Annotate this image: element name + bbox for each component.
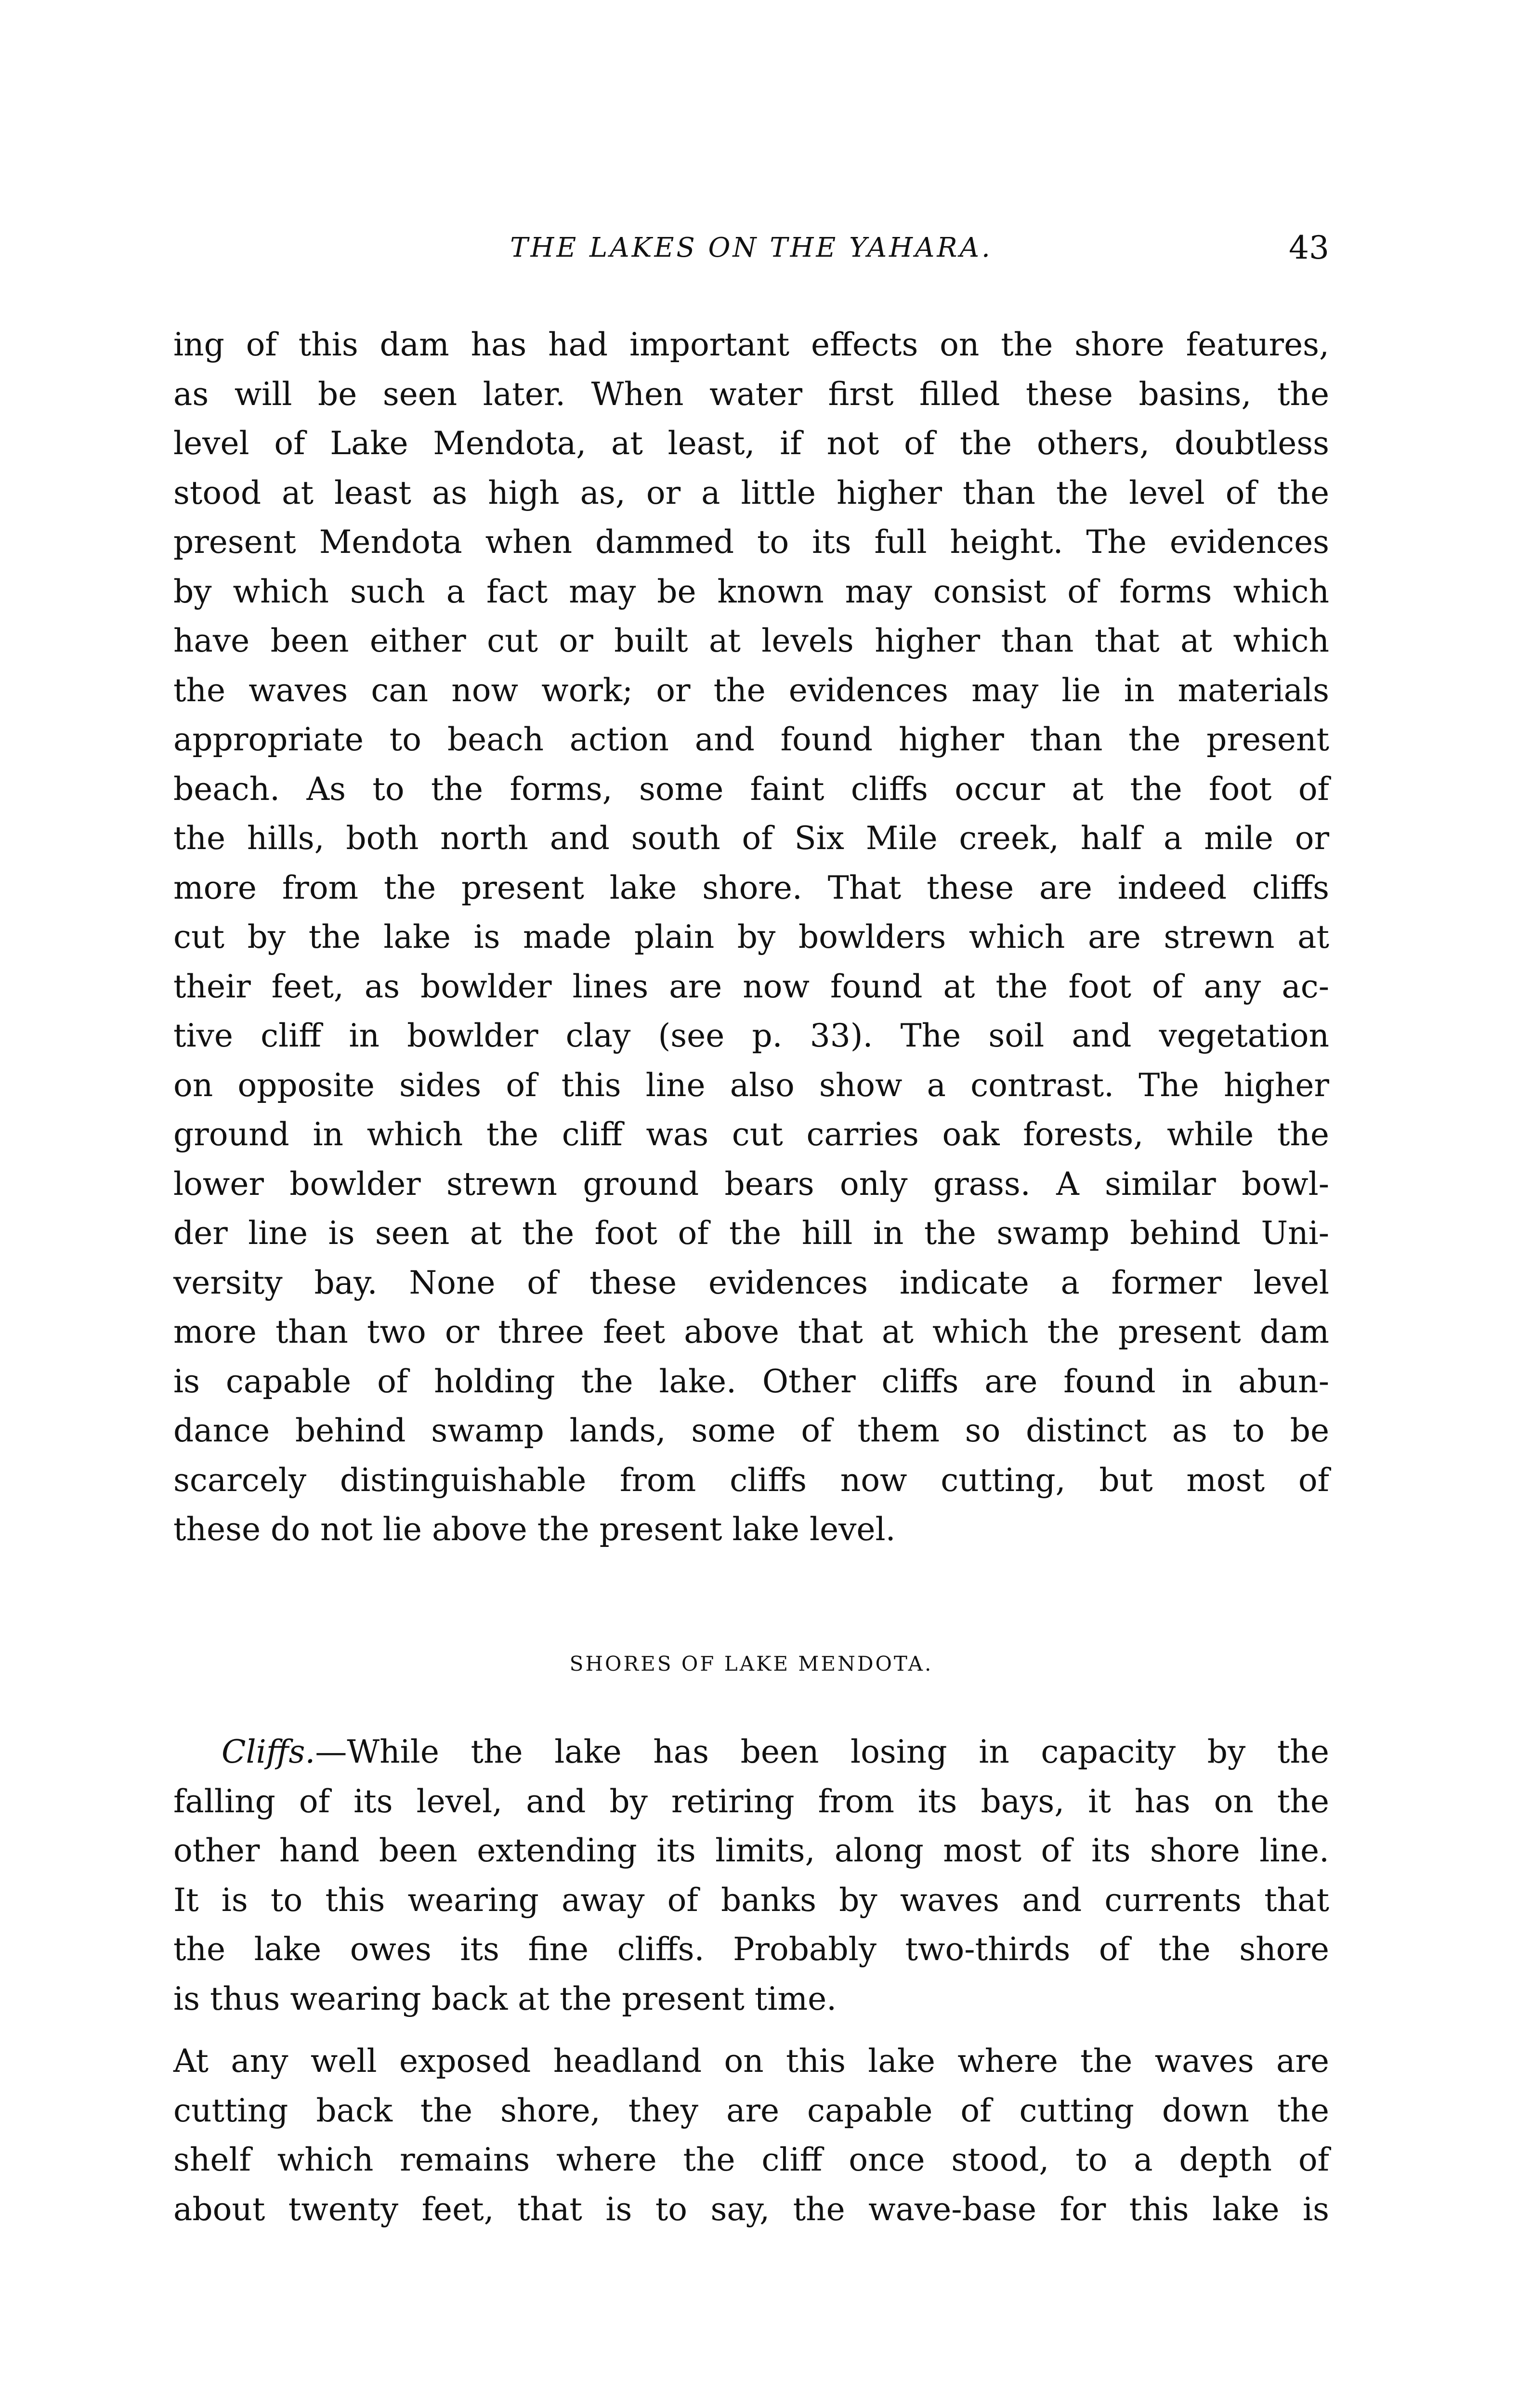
text-line: beach. As to the forms, some faint cliffs occur at the foot of xyxy=(173,770,1329,808)
text-line: more than two or three feet above that at which the present dam xyxy=(173,1313,1329,1350)
section-heading: SHORES OF LAKE MENDOTA. xyxy=(569,1652,933,1675)
text-line: on opposite sides of this line also show a contrast. The higher xyxy=(173,1066,1329,1104)
running-head xyxy=(173,226,1329,270)
text-line: by which such a fact may be known may consist of forms which xyxy=(173,573,1329,610)
text-line: the hills, both north and south of Six Mile creek, half a mile or xyxy=(173,820,1329,857)
text-line: ground in which the cliff was cut carries oak forests, while the xyxy=(173,1116,1329,1153)
text-line: cutting back the shore, they are capable of cutting down the xyxy=(173,2092,1329,2129)
text-line: is capable of holding the lake. Other cliffs are found in abun- xyxy=(173,1362,1329,1400)
running-title: THE LAKES ON THE YAHARA. xyxy=(510,232,993,263)
text-line: shelf which remains where the cliff once stood, to a depth of xyxy=(173,2141,1329,2178)
text-line: cut by the lake is made plain by bowlders which are strewn at xyxy=(173,918,1329,955)
paragraph-headland xyxy=(173,2037,1329,2234)
text-line: more from the present lake shore. That these are indeed cliffs xyxy=(173,869,1329,906)
text-line: scarcely distinguishable from cliffs now cutting, but most of xyxy=(173,1461,1329,1499)
text-line: other hand been extending its limits, along most of its shore line. xyxy=(173,1832,1329,1869)
text-line: the waves can now work; or the evidences may lie in materials xyxy=(173,671,1329,709)
text-line: der line is seen at the foot of the hill in the swamp behind Uni- xyxy=(173,1215,1329,1252)
text-line: their feet, as bowlder lines are now found at the foot of any ac- xyxy=(173,968,1329,1005)
page-number: 43 xyxy=(1289,229,1329,266)
text-line: lower bowlder strewn ground bears only grass. A similar bowl- xyxy=(173,1165,1329,1203)
text-line-first xyxy=(173,1727,1329,1777)
text-line: versity bay. None of these evidences indicate a former level xyxy=(173,1264,1329,1301)
text-line: present Mendota when dammed to its full height. The evidences xyxy=(173,523,1329,561)
text-line: as will be seen later. When water first filled these basins, the xyxy=(173,375,1329,413)
text-line: It is to this wearing away of banks by waves and currents that xyxy=(173,1881,1329,1919)
paragraph-lead-in: Cliffs. xyxy=(222,1733,315,1770)
text-line: have been either cut or built at levels higher than that at which xyxy=(173,622,1329,659)
text-line: is thus wearing back at the present time. xyxy=(173,1980,837,2017)
text-line: dance behind swamp lands, some of them so distinct as to be xyxy=(173,1412,1329,1449)
text-line: falling of its level, and by retiring from its bays, it has on the xyxy=(173,1782,1329,1820)
text-line: At any well exposed headland on this lake where the waves are xyxy=(173,2042,1329,2080)
text-line: about twenty feet, that is to say, the wave-base for this lake is xyxy=(173,2190,1329,2228)
text-line: tive cliff in bowlder clay (see p. 33). The soil and vegetation xyxy=(173,1017,1329,1054)
text-line: appropriate to beach action and found higher than the present xyxy=(173,721,1329,758)
text-line: ing of this dam has had important effects on the shore features, xyxy=(173,326,1329,363)
text-line: level of Lake Mendota, at least, if not of the others, doubtless xyxy=(173,425,1329,462)
paragraph-dam-evidences xyxy=(173,320,1329,1555)
text-line: the lake owes its fine cliffs. Probably two-thirds of the shore xyxy=(173,1931,1329,1968)
text-line: these do not lie above the present lake level. xyxy=(173,1511,896,1548)
paragraph-cliffs xyxy=(173,1727,1329,2024)
first-line-text: —While the lake has been losing in capacity by the xyxy=(315,1733,1329,1770)
text-line: stood at least as high as, or a little higher than the level of the xyxy=(173,474,1329,511)
